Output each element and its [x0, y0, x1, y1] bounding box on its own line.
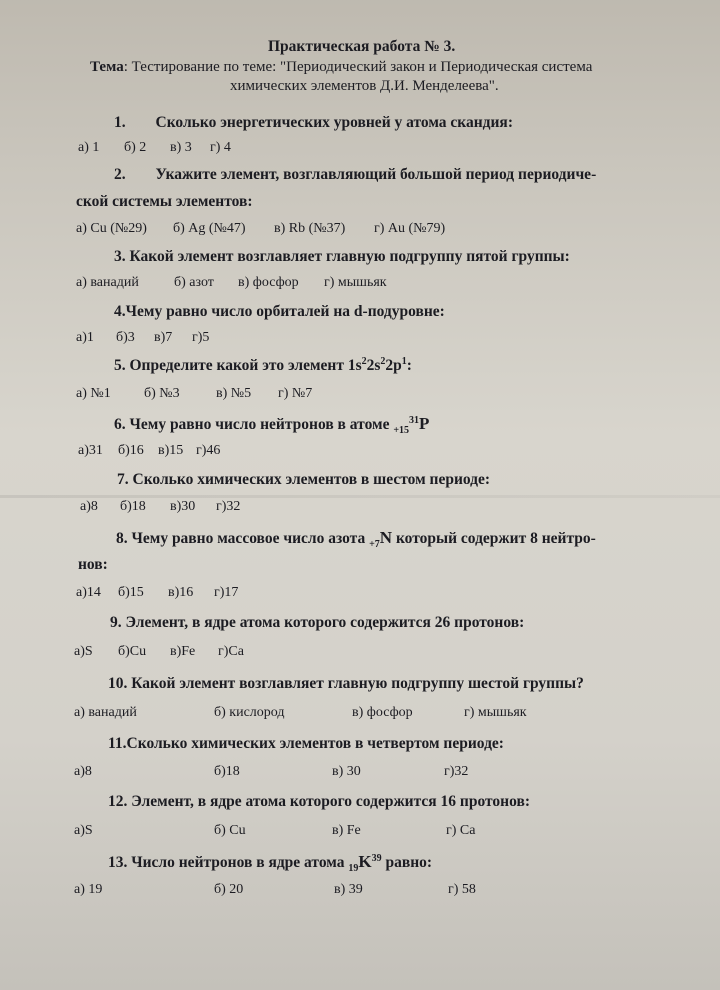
question-5-text: 5. Определите какой это элемент [114, 357, 348, 374]
question-8 [116, 528, 596, 551]
answer-option: в) 30 [332, 764, 361, 779]
answer-option: в) №5 [216, 386, 252, 401]
answer-option: а) 19 [74, 882, 103, 897]
answer-option: б)16 [118, 443, 144, 458]
answer-option: г)32 [216, 499, 241, 514]
answer-option: а) Cu (№29) [76, 221, 147, 236]
question-7: 7. Сколько химических элементов в шестом периоде: [117, 471, 491, 488]
answer-option: б) №3 [144, 386, 180, 401]
answers-1 [78, 140, 231, 156]
answers-8 [76, 585, 238, 601]
answer-option: б)15 [118, 585, 144, 600]
answer-option: а) ванадий [76, 275, 139, 290]
question-2-line-2: ской системы элементов: [76, 193, 253, 210]
answer-option: б) азот [174, 275, 214, 290]
answer-option: а) 1 [78, 140, 100, 155]
page-title: Практическая работа № 3. [268, 38, 456, 55]
answer-option: в) 3 [170, 140, 192, 155]
question-1-text: Сколько энергетических уровней у атома скандия: [155, 114, 513, 131]
answers-10 [74, 705, 527, 721]
answer-option: б) 2 [124, 140, 147, 155]
answer-option: а)8 [80, 499, 98, 514]
question-1 [114, 114, 513, 132]
question-1-number: 1. [114, 114, 126, 131]
answer-option: в) фосфор [238, 275, 299, 290]
topic-line-2: химических элементов Д.И. Менделеева". [230, 78, 499, 94]
answer-option: а) №1 [76, 386, 111, 401]
answer-option: а)14 [76, 585, 101, 600]
answer-option: а) ванадий [74, 705, 137, 720]
answer-option: г)32 [444, 764, 469, 779]
topic-label: Тема [90, 59, 124, 75]
electron-configuration: $1s^22s^22p^1$: [347, 355, 412, 374]
answer-option: а)S [74, 823, 93, 838]
answer-option: в)15 [158, 443, 184, 458]
question-12: 12. Элемент, в ядре атома которого содержится 16 протонов: [108, 793, 531, 810]
question-13 [108, 852, 433, 875]
answer-option: в)Fe [170, 644, 196, 659]
answer-option: б)Cu [118, 644, 147, 659]
answer-option: г) мышьяк [464, 705, 527, 720]
answer-option: в)16 [168, 585, 194, 600]
answer-option: б) 20 [214, 882, 244, 897]
answers-6 [78, 443, 220, 459]
question-2-number: 2. [114, 166, 126, 183]
answer-option: г) Au (№79) [374, 221, 446, 236]
answer-option: б)18 [214, 764, 240, 779]
answer-option: г)5 [192, 330, 210, 345]
answer-option: в) Rb (№37) [274, 221, 346, 236]
answer-option: б)3 [116, 330, 135, 345]
answer-option: а)8 [74, 764, 92, 779]
question-11: 11.Сколько химических элементов в четвертом периоде: [108, 735, 504, 752]
answer-option: в) Fe [332, 823, 361, 838]
question-4: 4.Чему равно число орбиталей на d-подуровне: [114, 303, 445, 320]
answers-11 [74, 764, 468, 780]
answer-option: г) №7 [278, 386, 313, 401]
answer-option: в) фосфор [352, 705, 413, 720]
answer-option: г) 4 [210, 140, 231, 155]
topic-text-1: : Тестирование по теме: "Периодический закон и Периодическая система [123, 59, 593, 75]
question-8-text: 8. Чему равно массовое число азота [116, 530, 370, 547]
answer-option: а)1 [76, 330, 94, 345]
answer-option: г)46 [196, 443, 221, 458]
question-13-text-end: равно: [381, 854, 433, 871]
answer-option: в)30 [170, 499, 196, 514]
answer-option: г) 58 [448, 882, 476, 897]
question-8-text-end: который содержит 8 нейтро- [392, 530, 596, 547]
question-5 [114, 357, 412, 375]
answer-option: г)Ca [218, 644, 244, 659]
answers-2 [76, 221, 445, 237]
answer-option: б)18 [120, 499, 146, 514]
question-6 [114, 414, 430, 437]
question-13-text: 13. Число нейтронов в ядре атома [108, 854, 349, 871]
answer-option: г) мышьяк [324, 275, 387, 290]
question-8-line-2: нов: [78, 556, 108, 573]
answer-option: б) Cu [214, 823, 246, 838]
answer-option: б) кислород [214, 705, 285, 720]
answer-option: г)17 [214, 585, 239, 600]
question-10: 10. Какой элемент возглавляет главную подгруппу шестой группы? [108, 675, 584, 692]
question-2-text: Укажите элемент, возглавляющий большой период периодиче- [155, 166, 597, 183]
answers-4 [76, 330, 209, 346]
answer-option: в) 39 [334, 882, 363, 897]
question-3: 3. Какой элемент возглавляет главную подгруппу пятой группы: [114, 248, 570, 265]
answers-3 [76, 275, 387, 291]
answers-13 [74, 882, 476, 898]
answers-12 [74, 823, 475, 839]
atom-notation: $_{+15}^{31}$P [393, 414, 430, 437]
answer-option: в)7 [154, 330, 173, 345]
answer-option: а)31 [78, 443, 103, 458]
question-2 [114, 166, 596, 184]
atom-notation: $_{19}K^{39}$ [348, 852, 382, 875]
question-6-text: 6. Чему равно число нейтронов в атоме [114, 416, 394, 433]
answers-9 [74, 644, 244, 660]
answers-5 [76, 386, 312, 402]
topic-line-1 [90, 59, 592, 76]
answers-7 [80, 499, 240, 515]
atom-notation: $_{+7}$N [369, 528, 393, 551]
answer-option: а)S [74, 644, 93, 659]
answer-option: г) Ca [446, 823, 476, 838]
question-9: 9. Элемент, в ядре атома которого содержится 26 протонов: [110, 614, 525, 631]
answer-option: б) Ag (№47) [173, 221, 246, 236]
